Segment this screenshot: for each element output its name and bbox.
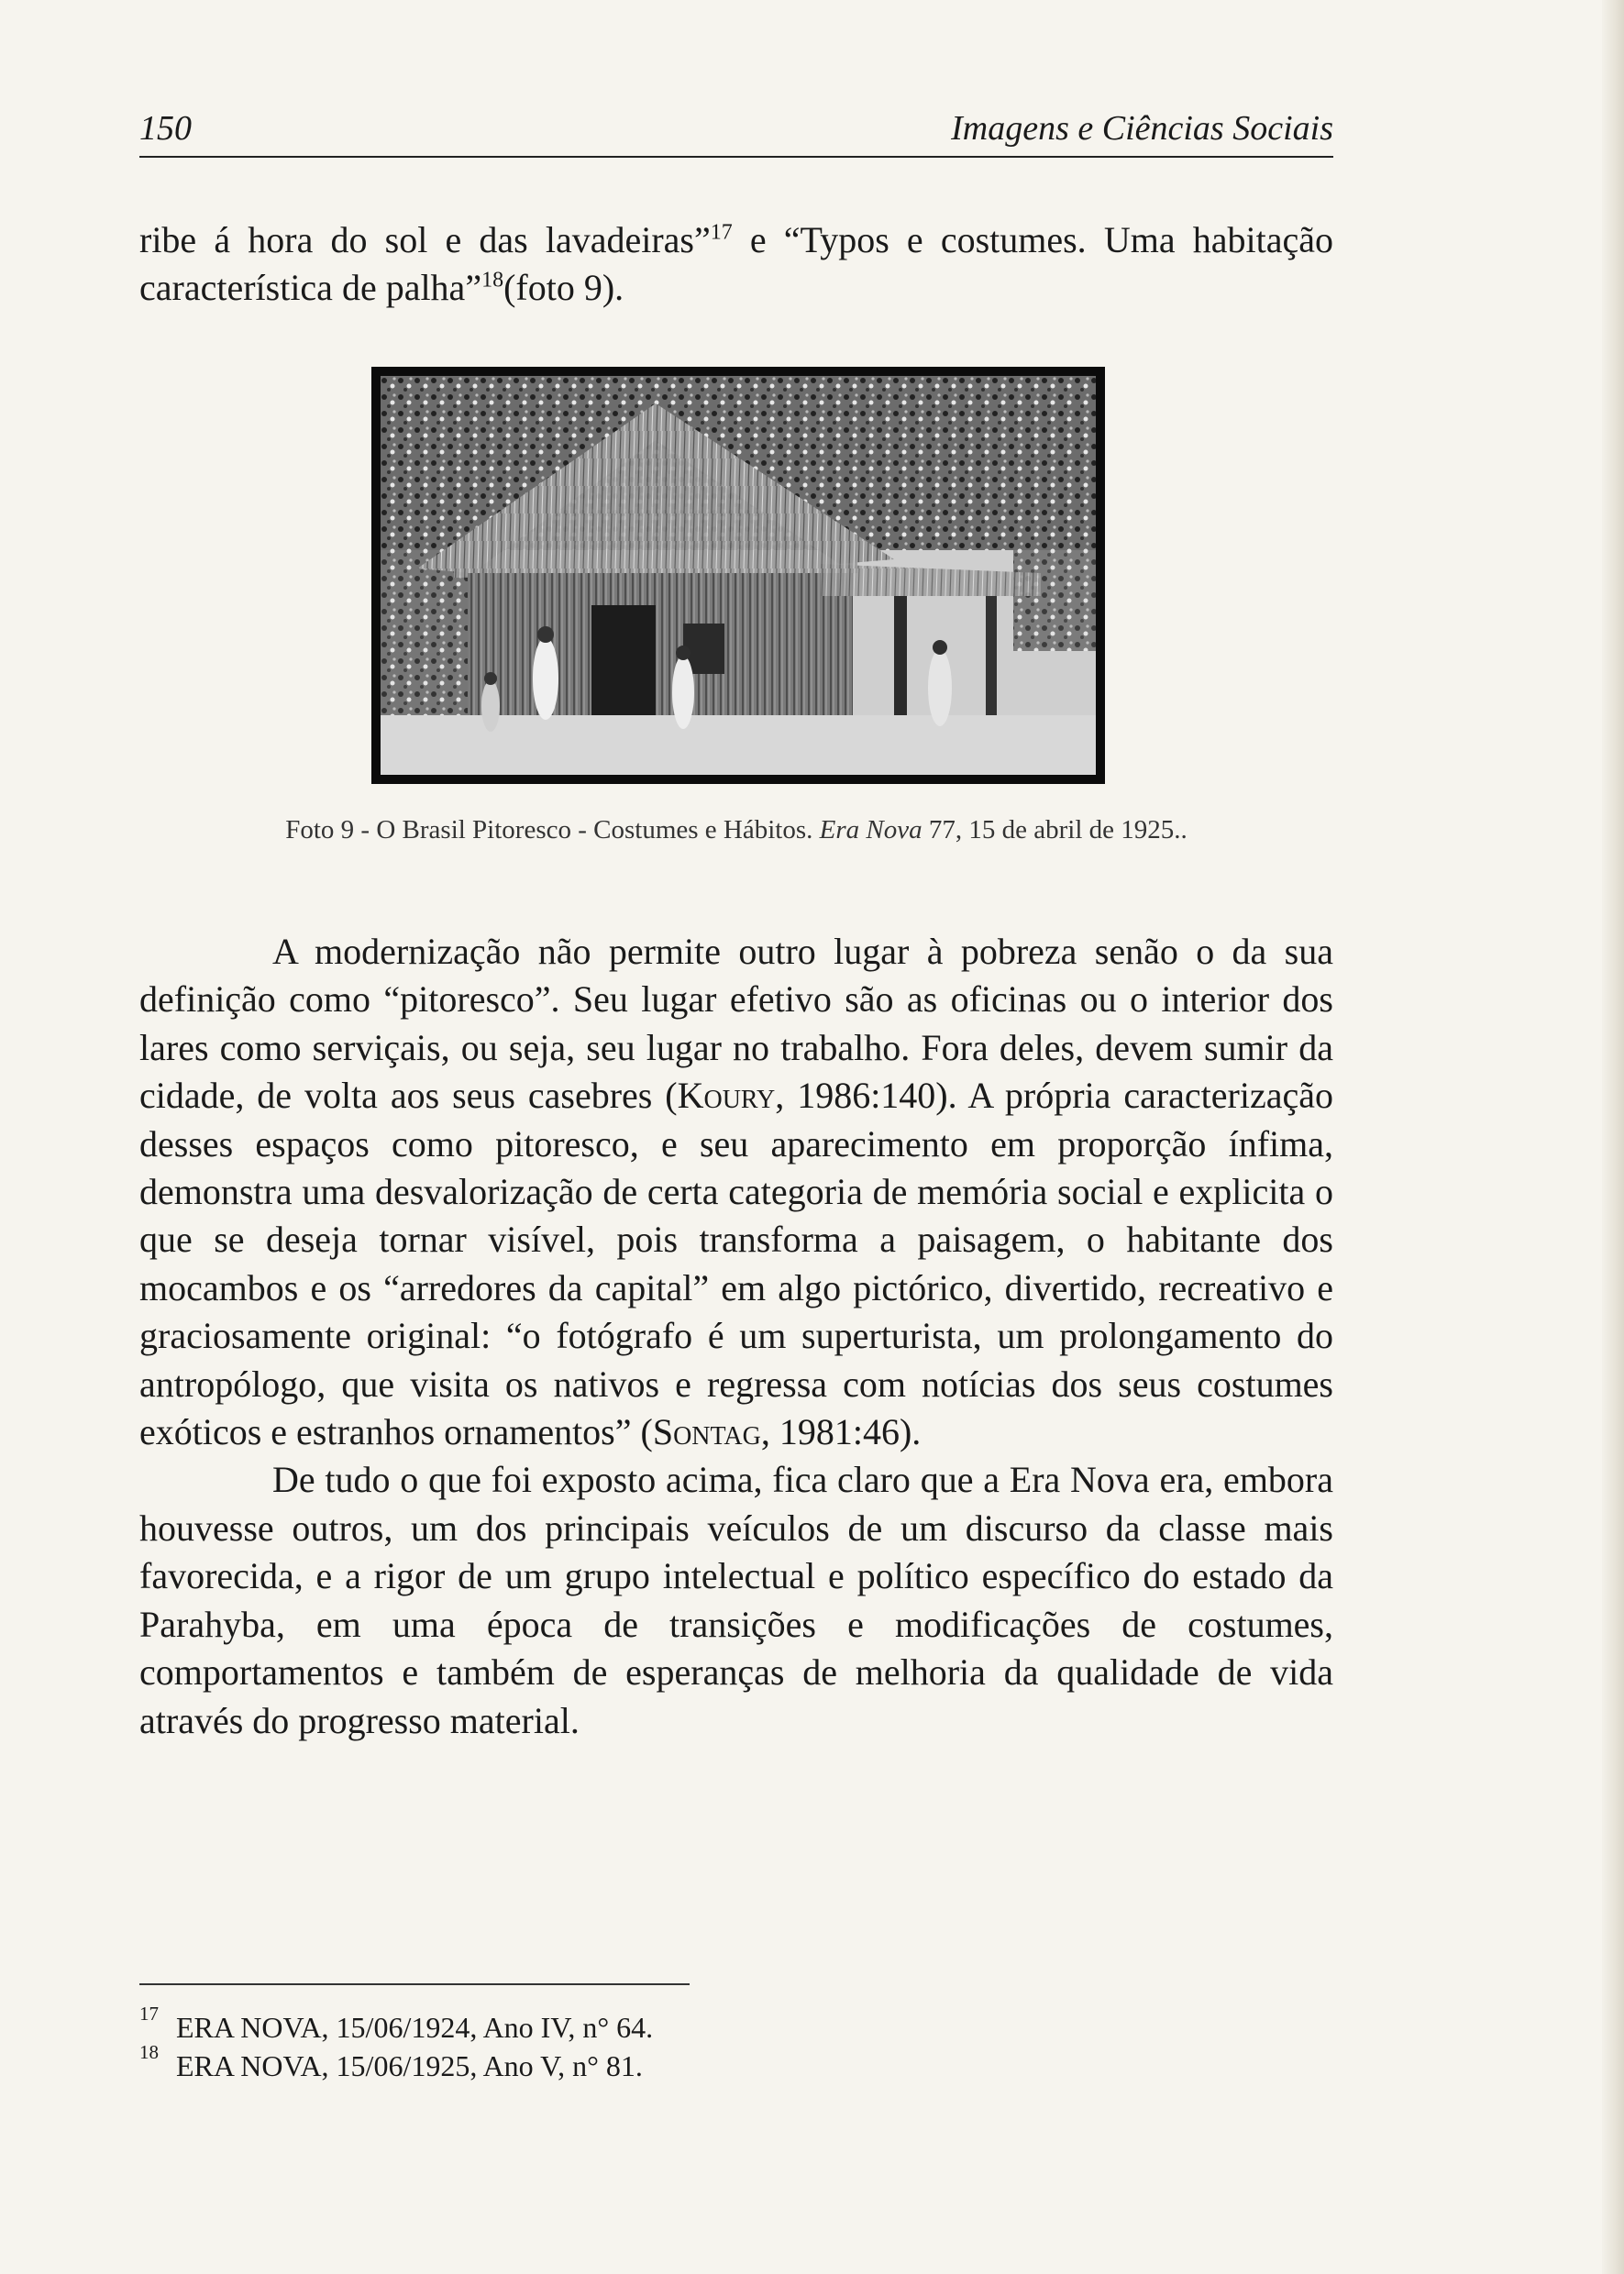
footnote-ref-17: 17	[710, 220, 733, 245]
footnotes	[139, 2003, 1333, 2085]
intro-paragraph	[139, 216, 1333, 313]
footnote-text: ERA NOVA, 15/06/1924, Ano IV, n° 64.	[176, 2011, 654, 2044]
paragraph-1	[139, 928, 1333, 1456]
running-title: Imagens e Ciências Sociais	[951, 109, 1333, 148]
page-number: 150	[139, 109, 192, 148]
intro-text-1: ribe á hora do sol e das lavadeiras”	[139, 219, 711, 260]
footnote-18	[139, 2041, 1333, 2085]
footnote-number: 17	[139, 2003, 159, 2025]
intro-text-3: (foto 9).	[503, 267, 624, 309]
paragraph-2: De tudo o que foi exposto acima, fica claro que a Era Nova era, embora houvesse outros, um dos principais veículos de um discurso da classe mais favorecida, e a rigor de um grupo intelectual e político específico do estado da Parahyba, em uma época de transições e modificações de costumes, comportamentos e também de esperanças de melhoria da qualidade de vida através do progresso material.	[139, 1459, 1333, 1741]
photo-9	[371, 367, 1105, 784]
page-edge	[1602, 0, 1624, 2274]
intro-text-2: e “Typos e costumes. Uma habitação característica de palha”	[139, 219, 1333, 309]
paragraph-1-text-c: , 1981:46).	[760, 1411, 922, 1453]
page-header	[139, 101, 1333, 158]
footnote-17	[139, 2003, 1333, 2047]
hut-photo-illustration	[381, 376, 1096, 775]
caption-suffix: 77, 15 de abril de 1925..	[922, 815, 1188, 844]
caption-prefix: Foto 9 - O Brasil Pitoresco - Costumes e Hábitos.	[285, 815, 813, 844]
paragraph-1-text-b: , 1986:140). A própria caracterização desses espaços como pitoresco, e seu aparecimento em proporção ínfima, demonstra uma desvalorização de certa categoria de memória social e explicita o que se deseja tornar visível, pois transforma a paisagem, o habitante dos mocambos e os “arredores da capital” em algo pictórico, divertido, recreativo e graciosamente original: “o fotógrafo é um superturista, um prolongamento do antropólogo, que visita os nativos e regressa com notícias dos seus costumes exóticos e estranhos ornamentos” (	[139, 1075, 1333, 1453]
photo-caption	[139, 815, 1333, 845]
footnote-ref-18: 18	[481, 269, 504, 293]
paragraph-1-text-a: A modernização não permite outro lugar à pobreza senão o da sua definição como “pitoresco”. Seu lugar efetivo são as oficinas ou o interior dos lares como serviçais, ou seja, seu lugar no trabalho. Fora deles, devem sumir da cidade, de volta aos seus casebres (	[139, 931, 1333, 1117]
body-text	[139, 928, 1333, 1745]
caption-source: Era Nova	[819, 815, 922, 844]
footnote-divider	[139, 1983, 690, 1985]
footnote-number: 18	[139, 2041, 159, 2063]
citation-author-sontag: Sontag	[652, 1411, 761, 1453]
footnote-text: ERA NOVA, 15/06/1925, Ano V, n° 81.	[176, 2049, 643, 2082]
citation-author-koury: Koury	[677, 1075, 776, 1117]
